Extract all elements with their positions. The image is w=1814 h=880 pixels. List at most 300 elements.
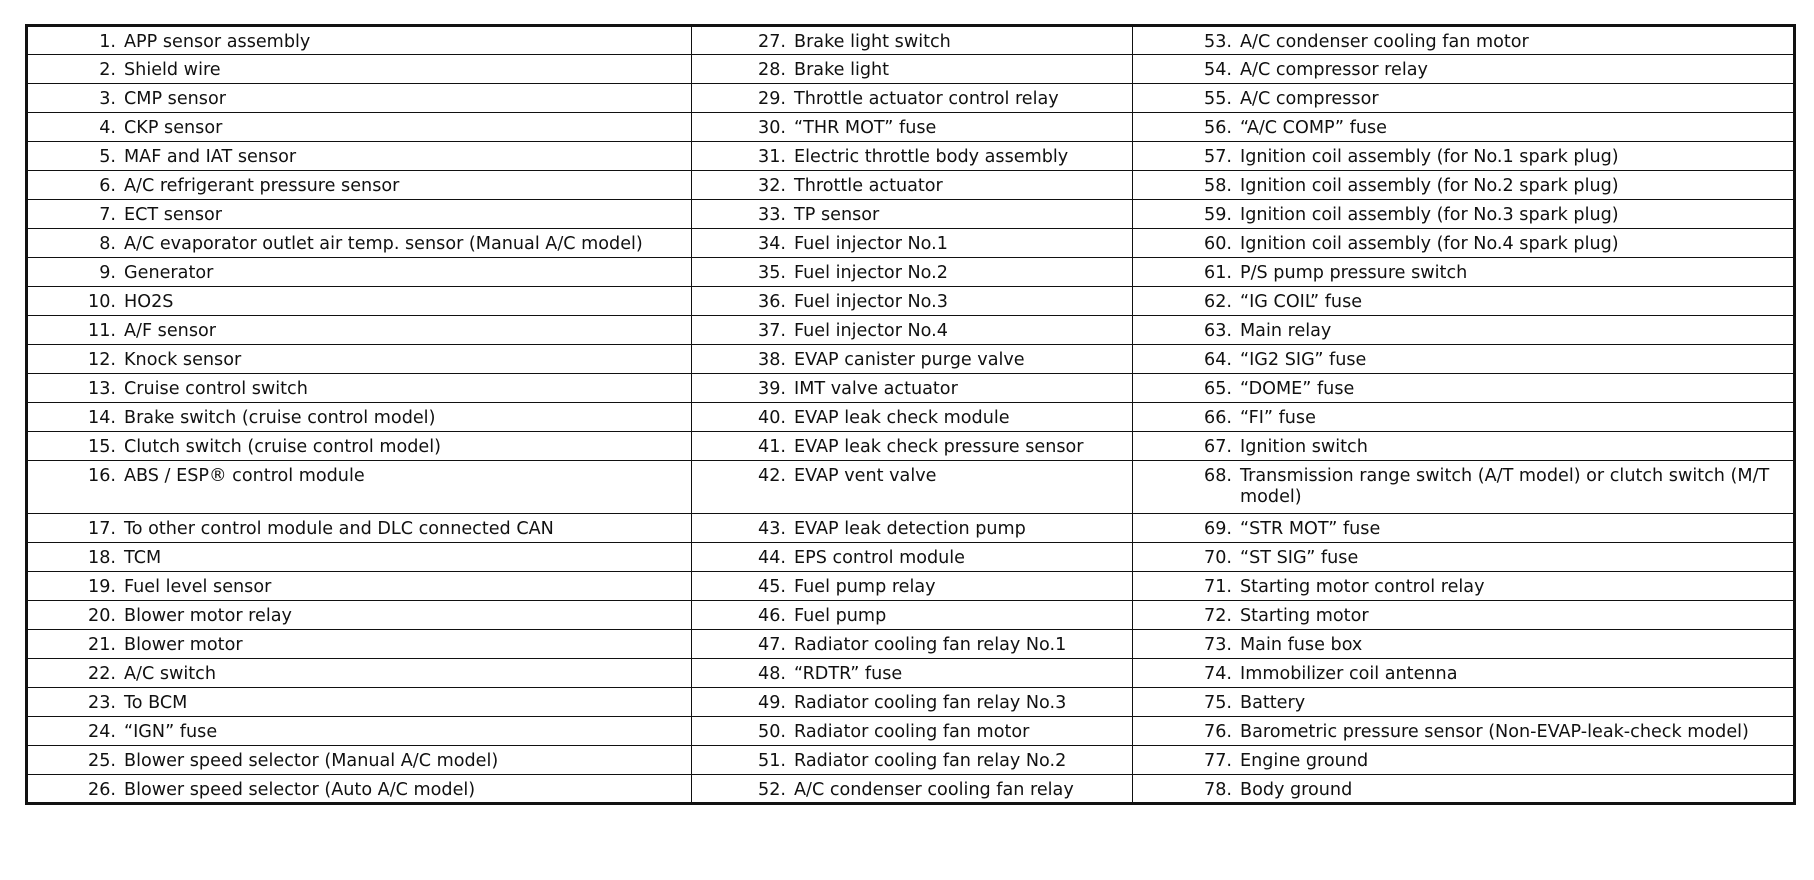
- legend-entry: [28, 171, 685, 197]
- item-label: Transmission range switch (A/T model) or clutch switch (M/T model): [1240, 466, 1770, 507]
- legend-cell: [692, 258, 1133, 287]
- item-number: 15.: [88, 437, 116, 457]
- legend-entry: [692, 84, 1126, 110]
- item-number: 29.: [758, 89, 786, 109]
- legend-cell: [27, 200, 692, 229]
- legend-cell: [27, 26, 692, 55]
- item-number: 70.: [1204, 548, 1232, 568]
- table-row: [27, 26, 1795, 55]
- legend-entry: [28, 543, 685, 569]
- item-label: Main fuse box: [1240, 635, 1363, 655]
- legend-cell: [1133, 630, 1795, 659]
- item-number: 54.: [1204, 60, 1232, 80]
- legend-cell: [27, 659, 692, 688]
- item-label: Engine ground: [1240, 751, 1369, 771]
- item-number: 35.: [758, 263, 786, 283]
- table-row: [27, 200, 1795, 229]
- legend-cell: [1133, 316, 1795, 345]
- item-number: 24.: [88, 722, 116, 742]
- item-label: Cruise control switch: [124, 379, 308, 399]
- legend-entry: [692, 403, 1126, 429]
- item-number: 59.: [1204, 205, 1232, 225]
- legend-entry: [692, 514, 1126, 540]
- item-number: 41.: [758, 437, 786, 457]
- legend-cell: [692, 26, 1133, 55]
- table-row: [27, 543, 1795, 572]
- item-label: Ignition coil assembly (for No.1 spark plug): [1240, 147, 1619, 167]
- legend-entry: [28, 27, 685, 53]
- item-label: A/C condenser cooling fan relay: [794, 780, 1074, 800]
- item-label: EPS control module: [794, 548, 965, 568]
- table-row: [27, 572, 1795, 601]
- table-row: [27, 142, 1795, 171]
- table-row: [27, 514, 1795, 543]
- legend-entry: [1133, 688, 1787, 714]
- item-number: 44.: [758, 548, 786, 568]
- item-label: Fuel level sensor: [124, 577, 272, 597]
- table-row: [27, 229, 1795, 258]
- item-label: Clutch switch (cruise control model): [124, 437, 442, 457]
- item-label: Radiator cooling fan relay No.1: [794, 635, 1067, 655]
- legend-entry: [692, 374, 1126, 400]
- item-label: EVAP vent valve: [794, 466, 937, 486]
- legend-cell: [1133, 345, 1795, 374]
- table-row: [27, 630, 1795, 659]
- item-number: 9.: [99, 263, 116, 283]
- item-number: 2.: [99, 60, 116, 80]
- legend-entry: [692, 688, 1126, 714]
- legend-cell: [27, 316, 692, 345]
- item-label: “STR MOT” fuse: [1240, 519, 1381, 539]
- item-label: A/C refrigerant pressure sensor: [124, 176, 400, 196]
- item-number: 20.: [88, 606, 116, 626]
- item-label: Starting motor control relay: [1240, 577, 1485, 597]
- item-number: 56.: [1204, 118, 1232, 138]
- legend-entry: [692, 432, 1126, 458]
- legend-entry: [692, 229, 1126, 255]
- legend-cell: [27, 775, 692, 804]
- item-number: 1.: [99, 32, 116, 52]
- legend-cell: [692, 171, 1133, 200]
- legend-cell: [27, 432, 692, 461]
- legend-entry: [1133, 171, 1787, 197]
- item-label: Ignition coil assembly (for No.4 spark plug): [1240, 234, 1619, 254]
- legend-cell: [1133, 171, 1795, 200]
- legend-cell: [1133, 26, 1795, 55]
- legend-cell: [1133, 688, 1795, 717]
- legend-entry: [1133, 514, 1787, 540]
- item-label: Barometric pressure sensor (Non-EVAP-leak-check model): [1240, 722, 1749, 742]
- item-number: 50.: [758, 722, 786, 742]
- item-label: Throttle actuator control relay: [794, 89, 1059, 109]
- legend-entry: [692, 171, 1126, 197]
- legend-entry: [28, 258, 685, 284]
- legend-cell: [1133, 374, 1795, 403]
- legend-cell: [27, 403, 692, 432]
- item-number: 76.: [1204, 722, 1232, 742]
- legend-cell: [27, 171, 692, 200]
- item-number: 21.: [88, 635, 116, 655]
- table-row: [27, 374, 1795, 403]
- legend-entry: [28, 374, 685, 400]
- legend-entry: [1133, 659, 1787, 685]
- legend-cell: [1133, 572, 1795, 601]
- item-number: 61.: [1204, 263, 1232, 283]
- legend-cell: [27, 543, 692, 572]
- item-label: “A/C COMP” fuse: [1240, 118, 1387, 138]
- legend-entry: [28, 432, 685, 458]
- legend-cell: [1133, 113, 1795, 142]
- legend-entry: [28, 461, 685, 487]
- legend-entry: [692, 601, 1126, 627]
- legend-cell: [1133, 55, 1795, 84]
- item-number: 37.: [758, 321, 786, 341]
- legend-entry: [692, 113, 1126, 139]
- item-label: CKP sensor: [124, 118, 223, 138]
- item-number: 16.: [88, 466, 116, 486]
- legend-cell: [692, 403, 1133, 432]
- item-number: 17.: [88, 519, 116, 539]
- table-row: [27, 775, 1795, 804]
- item-label: P/S pump pressure switch: [1240, 263, 1468, 283]
- item-label: Shield wire: [124, 60, 221, 80]
- item-label: “IG2 SIG” fuse: [1240, 350, 1367, 370]
- legend-entry: [1133, 775, 1787, 801]
- table-row: [27, 659, 1795, 688]
- item-label: EVAP leak check pressure sensor: [794, 437, 1084, 457]
- item-number: 13.: [88, 379, 116, 399]
- legend-cell: [27, 601, 692, 630]
- item-label: Radiator cooling fan motor: [794, 722, 1030, 742]
- item-number: 73.: [1204, 635, 1232, 655]
- legend-entry: [28, 287, 685, 313]
- item-label: A/C switch: [124, 664, 217, 684]
- legend-cell: [692, 113, 1133, 142]
- legend-cell: [692, 688, 1133, 717]
- legend-entry: [1133, 55, 1787, 81]
- item-label: TP sensor: [794, 205, 880, 225]
- legend-cell: [692, 84, 1133, 113]
- legend-cell: [692, 630, 1133, 659]
- legend-entry: [28, 113, 685, 139]
- item-number: 43.: [758, 519, 786, 539]
- legend-entry: [1133, 142, 1787, 168]
- item-number: 42.: [758, 466, 786, 486]
- legend-cell: [1133, 200, 1795, 229]
- item-label: Radiator cooling fan relay No.3: [794, 693, 1067, 713]
- legend-cell: [1133, 461, 1795, 514]
- legend-entry: [1133, 374, 1787, 400]
- legend-entry: [1133, 229, 1787, 255]
- legend-cell: [27, 55, 692, 84]
- legend-cell: [1133, 514, 1795, 543]
- item-label: ECT sensor: [124, 205, 223, 225]
- legend-entry: [1133, 84, 1787, 110]
- item-number: 65.: [1204, 379, 1232, 399]
- item-number: 36.: [758, 292, 786, 312]
- legend-entry: [1133, 403, 1787, 429]
- legend-cell: [692, 287, 1133, 316]
- legend-entry: [28, 55, 685, 81]
- legend-cell: [1133, 229, 1795, 258]
- legend-entry: [28, 403, 685, 429]
- legend-cell: [692, 659, 1133, 688]
- legend-cell: [692, 746, 1133, 775]
- legend-cell: [27, 258, 692, 287]
- item-number: 33.: [758, 205, 786, 225]
- item-number: 72.: [1204, 606, 1232, 626]
- legend-cell: [1133, 142, 1795, 171]
- item-label: Blower speed selector (Manual A/C model): [124, 751, 499, 771]
- legend-cell: [692, 345, 1133, 374]
- item-label: CMP sensor: [124, 89, 226, 109]
- item-number: 60.: [1204, 234, 1232, 254]
- item-label: TCM: [124, 548, 162, 568]
- legend-entry: [1133, 572, 1787, 598]
- legend-entry: [28, 717, 685, 743]
- table-row: [27, 84, 1795, 113]
- legend-entry: [692, 258, 1126, 284]
- legend-cell: [27, 630, 692, 659]
- legend-cell: [1133, 258, 1795, 287]
- legend-entry: [692, 142, 1126, 168]
- item-label: Ignition switch: [1240, 437, 1368, 457]
- legend-table-body: [27, 26, 1795, 804]
- legend-entry: [692, 717, 1126, 743]
- item-label: Fuel injector No.1: [794, 234, 948, 254]
- legend-entry: [28, 345, 685, 371]
- item-number: 63.: [1204, 321, 1232, 341]
- legend-entry: [28, 746, 685, 772]
- item-number: 19.: [88, 577, 116, 597]
- item-label: “RDTR” fuse: [794, 664, 903, 684]
- legend-cell: [27, 717, 692, 746]
- legend-cell: [1133, 403, 1795, 432]
- legend-entry: [692, 27, 1126, 53]
- legend-entry: [1133, 316, 1787, 342]
- legend-entry: [692, 659, 1126, 685]
- item-label: Knock sensor: [124, 350, 242, 370]
- item-label: A/C compressor: [1240, 89, 1379, 109]
- item-number: 27.: [758, 32, 786, 52]
- legend-entry: [28, 229, 685, 255]
- legend-entry: [1133, 432, 1787, 458]
- item-label: Ignition coil assembly (for No.2 spark plug): [1240, 176, 1619, 196]
- legend-cell: [1133, 601, 1795, 630]
- table-row: [27, 287, 1795, 316]
- table-row: [27, 461, 1795, 514]
- legend-cell: [27, 345, 692, 374]
- legend-entry: [28, 601, 685, 627]
- item-number: 31.: [758, 147, 786, 167]
- legend-entry: [28, 572, 685, 598]
- item-number: 28.: [758, 60, 786, 80]
- item-label: “DOME” fuse: [1240, 379, 1355, 399]
- item-number: 64.: [1204, 350, 1232, 370]
- legend-entry: [692, 461, 1126, 487]
- item-label: Throttle actuator: [794, 176, 943, 196]
- legend-cell: [27, 461, 692, 514]
- item-number: 39.: [758, 379, 786, 399]
- item-number: 58.: [1204, 176, 1232, 196]
- legend-entry: [692, 630, 1126, 656]
- item-label: A/F sensor: [124, 321, 216, 341]
- item-number: 66.: [1204, 408, 1232, 428]
- table-row: [27, 113, 1795, 142]
- item-number: 77.: [1204, 751, 1232, 771]
- item-number: 71.: [1204, 577, 1232, 597]
- legend-entry: [28, 659, 685, 685]
- legend-entry: [1133, 113, 1787, 139]
- item-number: 7.: [99, 205, 116, 225]
- legend-entry: [1133, 717, 1787, 743]
- legend-cell: [692, 316, 1133, 345]
- item-number: 68.: [1204, 466, 1232, 486]
- legend-cell: [27, 688, 692, 717]
- item-number: 22.: [88, 664, 116, 684]
- item-number: 52.: [758, 780, 786, 800]
- legend-entry: [692, 775, 1126, 801]
- legend-entry: [1133, 601, 1787, 627]
- item-label: MAF and IAT sensor: [124, 147, 297, 167]
- legend-cell: [692, 717, 1133, 746]
- legend-entry: [692, 200, 1126, 226]
- legend-cell: [1133, 717, 1795, 746]
- item-label: Fuel injector No.4: [794, 321, 948, 341]
- legend-cell: [692, 572, 1133, 601]
- legend-cell: [692, 775, 1133, 804]
- legend-cell: [692, 55, 1133, 84]
- legend-entry: [28, 630, 685, 656]
- legend-cell: [27, 746, 692, 775]
- legend-cell: [27, 374, 692, 403]
- item-label: Electric throttle body assembly: [794, 147, 1069, 167]
- legend-cell: [692, 374, 1133, 403]
- table-row: [27, 258, 1795, 287]
- item-label: Fuel injector No.2: [794, 263, 948, 283]
- item-number: 30.: [758, 118, 786, 138]
- item-number: 34.: [758, 234, 786, 254]
- item-label: Ignition coil assembly (for No.3 spark plug): [1240, 205, 1619, 225]
- legend-entry: [692, 316, 1126, 342]
- legend-entry: [692, 572, 1126, 598]
- item-label: “IGN” fuse: [124, 722, 218, 742]
- legend-cell: [27, 113, 692, 142]
- table-row: [27, 717, 1795, 746]
- item-label: EVAP leak detection pump: [794, 519, 1026, 539]
- legend-cell: [27, 287, 692, 316]
- item-label: Starting motor: [1240, 606, 1369, 626]
- item-label: Body ground: [1240, 780, 1353, 800]
- table-row: [27, 55, 1795, 84]
- item-number: 57.: [1204, 147, 1232, 167]
- legend-cell: [692, 601, 1133, 630]
- legend-entry: [28, 316, 685, 342]
- legend-entry: [1133, 345, 1787, 371]
- legend-entry: [692, 746, 1126, 772]
- legend-entry: [28, 514, 685, 540]
- item-number: 14.: [88, 408, 116, 428]
- item-label: Blower speed selector (Auto A/C model): [124, 780, 476, 800]
- table-row: [27, 601, 1795, 630]
- item-label: Brake light: [794, 60, 890, 80]
- item-number: 5.: [99, 147, 116, 167]
- item-number: 51.: [758, 751, 786, 771]
- legend-cell: [1133, 659, 1795, 688]
- legend-cell: [27, 229, 692, 258]
- item-label: Main relay: [1240, 321, 1332, 341]
- legend-entry: [692, 287, 1126, 313]
- legend-cell: [27, 84, 692, 113]
- component-legend-table: [25, 24, 1796, 805]
- item-number: 40.: [758, 408, 786, 428]
- table-row: [27, 171, 1795, 200]
- item-label: Brake switch (cruise control model): [124, 408, 436, 428]
- item-number: 48.: [758, 664, 786, 684]
- item-label: Fuel injector No.3: [794, 292, 948, 312]
- item-number: 3.: [99, 89, 116, 109]
- item-label: To BCM: [124, 693, 188, 713]
- item-label: EVAP canister purge valve: [794, 350, 1025, 370]
- item-number: 11.: [88, 321, 116, 341]
- item-label: Immobilizer coil antenna: [1240, 664, 1458, 684]
- item-label: Brake light switch: [794, 32, 951, 52]
- legend-entry: [28, 775, 685, 801]
- item-number: 46.: [758, 606, 786, 626]
- item-label: Fuel pump: [794, 606, 887, 626]
- item-number: 26.: [88, 780, 116, 800]
- item-label: EVAP leak check module: [794, 408, 1010, 428]
- item-label: To other control module and DLC connected CAN: [124, 519, 554, 539]
- legend-entry: [692, 55, 1126, 81]
- item-label: A/C condenser cooling fan motor: [1240, 32, 1529, 52]
- item-label: A/C compressor relay: [1240, 60, 1428, 80]
- item-number: 49.: [758, 693, 786, 713]
- item-label: A/C evaporator outlet air temp. sensor (Manual A/C model): [124, 234, 643, 254]
- item-number: 53.: [1204, 32, 1232, 52]
- legend-cell: [1133, 775, 1795, 804]
- legend-entry: [692, 345, 1126, 371]
- item-label: Blower motor relay: [124, 606, 292, 626]
- legend-entry: [1133, 258, 1787, 284]
- legend-cell: [692, 142, 1133, 171]
- legend-cell: [692, 461, 1133, 514]
- item-number: 67.: [1204, 437, 1232, 457]
- table-row: [27, 432, 1795, 461]
- item-number: 18.: [88, 548, 116, 568]
- legend-entry: [1133, 200, 1787, 226]
- legend-cell: [1133, 432, 1795, 461]
- item-number: 32.: [758, 176, 786, 196]
- table-row: [27, 403, 1795, 432]
- item-number: 4.: [99, 118, 116, 138]
- item-number: 78.: [1204, 780, 1232, 800]
- item-label: IMT valve actuator: [794, 379, 958, 399]
- legend-cell: [27, 142, 692, 171]
- item-label: ABS / ESP® control module: [124, 466, 365, 486]
- item-number: 69.: [1204, 519, 1232, 539]
- legend-cell: [1133, 746, 1795, 775]
- legend-entry: [692, 543, 1126, 569]
- legend-entry: [1133, 746, 1787, 772]
- item-number: 12.: [88, 350, 116, 370]
- item-number: 6.: [99, 176, 116, 196]
- legend-entry: [1133, 630, 1787, 656]
- item-number: 38.: [758, 350, 786, 370]
- legend-cell: [1133, 543, 1795, 572]
- legend-entry: [1133, 287, 1787, 313]
- item-label: Radiator cooling fan relay No.2: [794, 751, 1067, 771]
